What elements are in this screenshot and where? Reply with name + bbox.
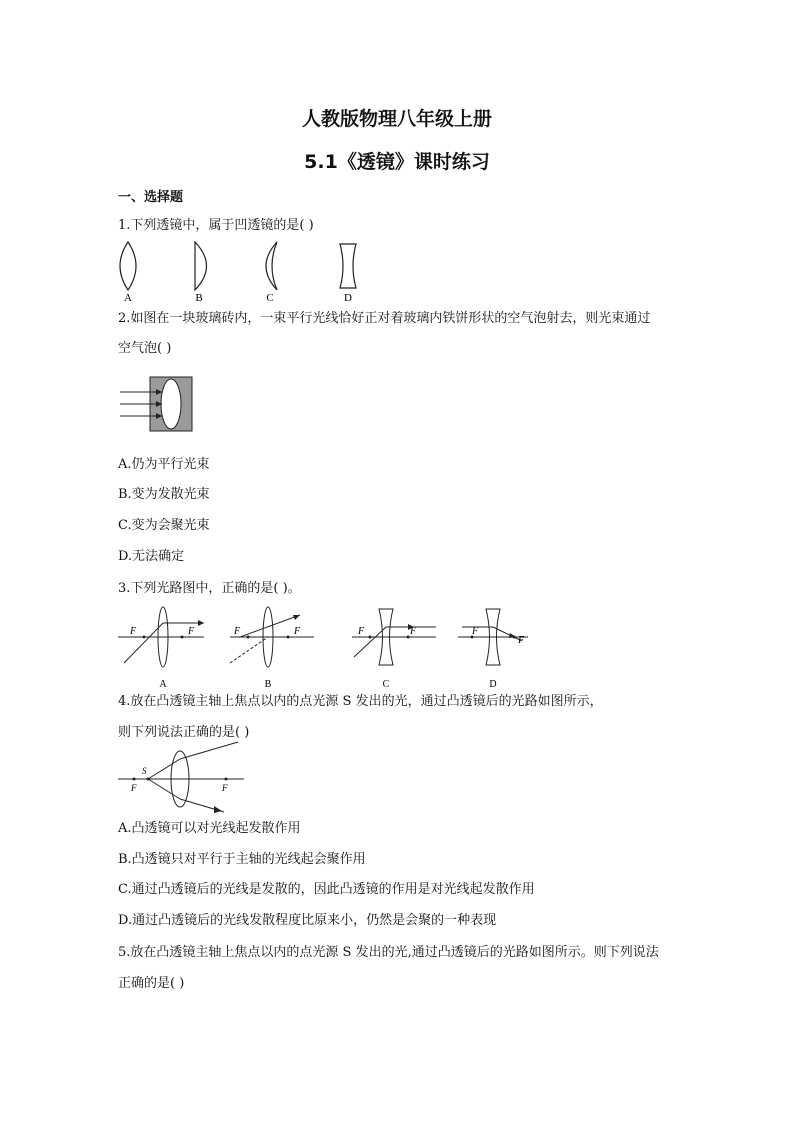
q3-label-b: B	[264, 679, 272, 690]
q3-diagram-a	[118, 607, 204, 667]
q2-option-d: D.无法确定	[118, 549, 185, 564]
q2-option-c: C.变为会聚光束	[118, 518, 210, 533]
q3-label-c: C	[382, 679, 390, 690]
q5-stem-line2: 正确的是( )	[118, 976, 185, 991]
q3-label-d: D	[489, 679, 497, 690]
q1-lens-figure	[110, 238, 370, 304]
q4-option-c: C.通过凸透镜后的光线是发散的，因此凸透镜的作用是对光线起发散作用	[118, 882, 535, 897]
q4-option-d: D.通过凸透镜后的光线发散程度比原来小，仍然是会聚的一种表现	[118, 913, 497, 928]
section-heading: 一、选择题	[118, 190, 184, 205]
q3-d-focus-left: F	[472, 626, 479, 637]
q3-b-focus-left: F	[234, 626, 241, 637]
q3-diagram-b	[230, 607, 314, 667]
q4-ray-arrow	[214, 806, 222, 813]
q4-option-b: B.凸透镜只对平行于主轴的光线起会聚作用	[118, 852, 366, 867]
q1-label-b: B	[195, 292, 203, 304]
q3-c-focus-right: F	[410, 626, 417, 637]
q1-label-a: A	[124, 292, 132, 304]
q1-stem: 1.下列透镜中，属于凹透镜的是( )	[118, 218, 314, 233]
q2-stem-line1: 2.如图在一块玻璃砖内，一束平行光线恰好正对着玻璃内铁饼形状的空气泡射去，则光束通过	[118, 311, 651, 326]
q1-lens-a	[120, 242, 136, 290]
q4-focus-right: F	[222, 783, 228, 793]
q1-label-c: C	[266, 292, 274, 304]
q4-lens-figure	[118, 752, 248, 814]
q4-focus-left: F	[131, 783, 137, 793]
q3-label-a: A	[159, 679, 167, 690]
q2-option-a: A.仍为平行光束	[118, 457, 210, 472]
q3-a-focus-right: F	[188, 626, 195, 637]
q3-b-arrow	[293, 615, 300, 620]
q3-a-focus-left: F	[130, 626, 137, 637]
q3-a-arrow	[198, 620, 204, 626]
q4-source-label: S	[142, 766, 147, 776]
q3-stem: 3.下列光路图中，正确的是( )。	[118, 581, 301, 596]
q2-stem-line2: 空气泡( )	[118, 341, 172, 356]
q1-lens-d	[340, 244, 356, 288]
q1-lens-b	[195, 242, 207, 290]
q1-label-d: D	[344, 292, 352, 304]
q4-stem-line2: 则下列说法正确的是( )	[118, 725, 250, 740]
q3-lightpath-figure	[118, 603, 538, 691]
q3-d-focus-right: F	[518, 635, 525, 646]
q1-lens-c	[266, 242, 277, 290]
q5-stem-line1: 5.放在凸透镜主轴上焦点以内的点光源 S 发出的光,通过凸透镜后的光路如图所示。则下列说法	[118, 945, 659, 960]
q3-b-focus-right: F	[294, 626, 301, 637]
q2-glass-figure	[118, 376, 194, 434]
page-title: 人教版物理八年级上册	[301, 108, 492, 130]
page-subtitle: 5.1《透镜》课时练习	[304, 151, 490, 173]
q3-c-focus-left: F	[358, 626, 365, 637]
q3-diagram-c	[352, 609, 436, 665]
q2-air-bubble	[161, 379, 181, 429]
q4-option-a: A.凸透镜可以对光线起发散作用	[118, 821, 301, 836]
q2-option-b: B.变为发散光束	[118, 487, 210, 502]
q4-stem-line1: 4.放在凸透镜主轴上焦点以内的点光源 S 发出的光，通过凸透镜后的光路如图所示，	[118, 694, 603, 709]
